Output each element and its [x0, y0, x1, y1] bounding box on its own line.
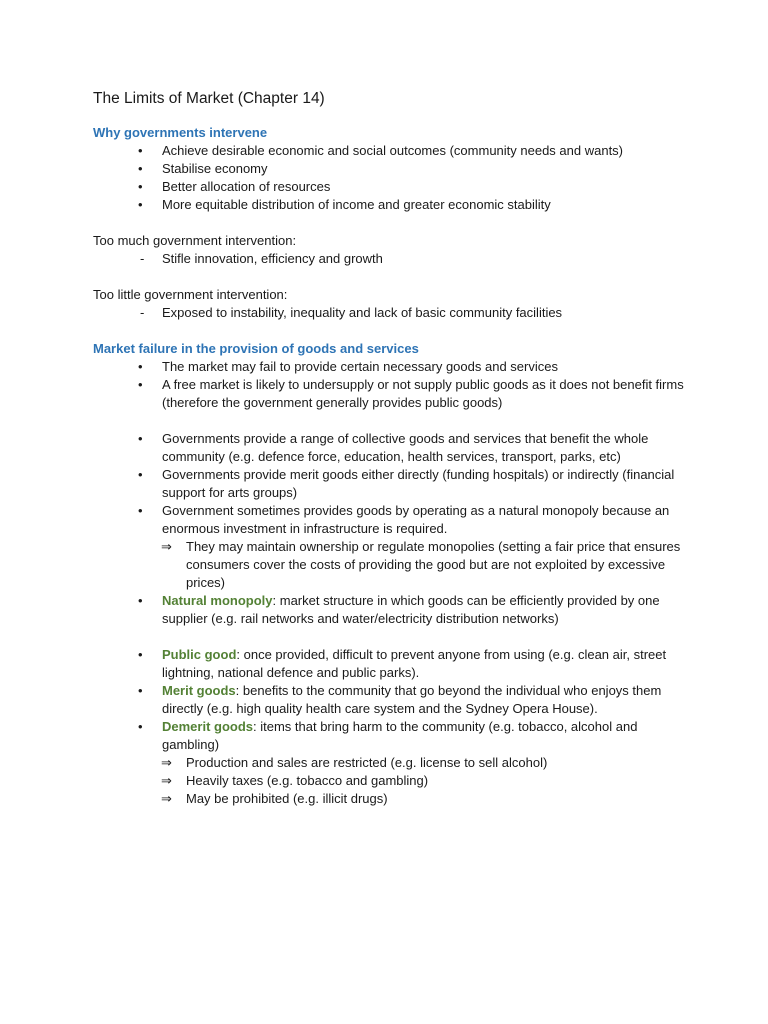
sub-list-item: ⇒ They may maintain ownership or regulate monopolies (setting a fair price that ensures consumers cover the costs of providing the good but are not exploited by excessive prices) — [161, 539, 681, 590]
list-item: • Governments provide a range of collective goods and services that benefit the whole community (e.g. defence force, education, health services, transport, parks, etc) — [138, 431, 649, 464]
list-government-provision — [93, 430, 693, 628]
bullet-icon: • — [138, 161, 143, 176]
list-item: • Governments provide merit goods either directly (funding hospitals) or indirectly (financial support for arts groups) — [138, 467, 675, 500]
list-why-intervene — [93, 142, 693, 214]
arrow-icon: ⇒ — [161, 791, 172, 806]
list-goods-definitions — [93, 646, 693, 808]
bullet-icon: • — [138, 143, 143, 158]
arrow-icon: ⇒ — [161, 755, 172, 770]
term-natural-monopoly: Natural monopoly — [162, 593, 273, 608]
list-market-failure — [93, 358, 693, 412]
list-item: • Stabilise economy — [138, 161, 268, 176]
term-demerit-goods: Demerit goods — [162, 719, 254, 734]
bullet-icon: • — [138, 359, 143, 374]
list-item-public-good: • Public good: once provided, difficult to prevent anyone from using (e.g. clean air, street lightning, national defence and public parks). — [138, 647, 667, 680]
list-item-merit-goods: • Merit goods: benefits to the community that go beyond the individual who enjoys them directly (e.g. high quality health care system and the Sydney Opera House). — [138, 683, 662, 716]
too-much-intervention-label: Too much government intervention: — [93, 233, 297, 248]
bullet-icon: • — [138, 719, 143, 734]
list-item: • Government sometimes provides goods by operating as a natural monopoly because an enormous investment in infrastructure is required. — [138, 503, 670, 536]
arrow-icon: ⇒ — [161, 539, 172, 554]
bullet-icon: • — [138, 467, 143, 482]
bullet-icon: • — [138, 647, 143, 662]
list-item: - Stifle innovation, efficiency and growth — [140, 251, 383, 266]
list-too-little — [93, 304, 693, 322]
bullet-icon: • — [138, 197, 143, 212]
page-title: The Limits of Market (Chapter 14) — [93, 90, 325, 107]
sub-list-item: ⇒ Production and sales are restricted (e.g. license to sell alcohol) — [161, 755, 548, 770]
dash-icon: - — [140, 305, 145, 320]
list-item: • More equitable distribution of income and greater economic stability — [138, 197, 551, 212]
list-too-much — [93, 250, 693, 268]
term-merit-goods: Merit goods — [162, 683, 236, 698]
heading-market-failure: Market failure in the provision of goods and services — [93, 341, 419, 356]
list-item: - Exposed to instability, inequality and lack of basic community facilities — [140, 305, 563, 320]
list-item-natural-monopoly: • Natural monopoly: market structure in which goods can be efficiently provided by one supplier (e.g. rail networks and water/electricity distribution networks) — [138, 593, 660, 626]
sub-list-item: ⇒ Heavily taxes (e.g. tobacco and gambling) — [161, 773, 429, 788]
arrow-icon: ⇒ — [161, 773, 172, 788]
bullet-icon: • — [138, 683, 143, 698]
bullet-icon: • — [138, 431, 143, 446]
sub-list-item: ⇒ May be prohibited (e.g. illicit drugs) — [161, 791, 388, 806]
bullet-icon: • — [138, 503, 143, 518]
bullet-icon: • — [138, 593, 143, 608]
heading-why-governments-intervene: Why governments intervene — [93, 125, 268, 140]
term-public-good: Public good — [162, 647, 237, 662]
list-item-demerit-goods: • Demerit goods: items that bring harm to the community (e.g. tobacco, alcohol and gambling) — [138, 719, 638, 752]
bullet-icon: • — [138, 377, 143, 392]
bullet-icon: • — [138, 179, 143, 194]
document-page — [93, 88, 693, 808]
list-item: • Achieve desirable economic and social outcomes (community needs and wants) — [138, 143, 624, 158]
list-item: • A free market is likely to undersupply or not supply public goods as it does not benefit firms (therefore the government generally provides public goods) — [138, 377, 684, 410]
too-little-intervention-label: Too little government intervention: — [93, 287, 288, 302]
list-item: • Better allocation of resources — [138, 179, 331, 194]
list-item: • The market may fail to provide certain necessary goods and services — [138, 359, 558, 374]
dash-icon: - — [140, 251, 145, 266]
